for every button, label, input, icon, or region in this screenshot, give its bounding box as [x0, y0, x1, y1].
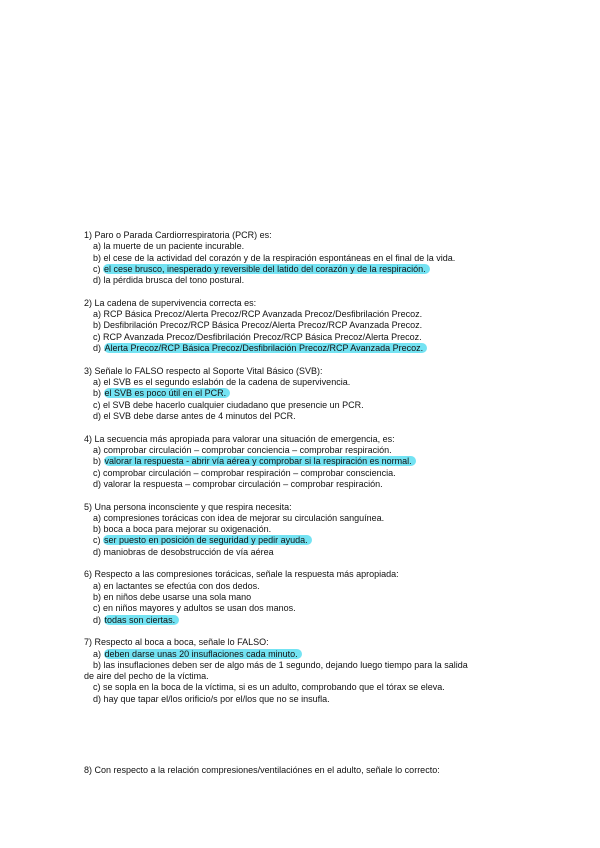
option-d: d) todas son ciertas.: [84, 615, 524, 626]
question-text: 4) La secuencia más apropiada para valorar una situación de emergencia, es:: [84, 433, 395, 444]
question-text: 1) Paro o Parada Cardiorrespiratoria (PCR) es:: [84, 230, 272, 240]
highlighted-answer: el cese brusco, inesperado y reversible del latido del corazón y de la respiración.: [103, 264, 430, 274]
option-c: c) se sopla en la boca de la víctima, si es un adulto, comprobando que el tórax se eleva.: [93, 682, 445, 693]
highlighted-answer: ser puesto en posición de seguridad y pedir ayuda.: [103, 535, 312, 545]
option-a: a) compresiones torácicas con idea de mejorar su circulación sanguínea.: [93, 512, 385, 523]
option-d: d) hay que tapar el/los orificio/s por el/los que no se insufla.: [93, 693, 330, 704]
option-b: b) boca a boca para mejorar su oxigenación.: [93, 524, 272, 535]
option-c: c) comprobar circulación – comprobar respiración – comprobar consciencia.: [93, 467, 396, 478]
question-1: [84, 230, 524, 286]
option-c: c) el cese brusco, inesperado y reversible del latido del corazón y de la respiración.: [84, 264, 524, 275]
option-c: c) ser puesto en posición de seguridad y pedir ayuda.: [84, 535, 524, 546]
highlighted-answer: Alerta Precoz/RCP Básica Precoz/Desfibrilación Precoz/RCP Avanzada Precoz.: [104, 343, 428, 353]
option-a: a) RCP Básica Precoz/Alerta Precoz/RCP Avanzada Precoz/Desfibrilación Precoz.: [93, 309, 423, 320]
option-d: d) Alerta Precoz/RCP Básica Precoz/Desfibrilación Precoz/RCP Avanzada Precoz.: [84, 343, 524, 354]
option-d: d) maniobras de desobstrucción de vía aérea: [93, 546, 274, 557]
option-a: a) el SVB es el segundo eslabón de la cadena de supervivencia.: [93, 377, 351, 388]
highlighted-answer: todas son ciertas.: [104, 615, 180, 625]
option-b: b) Desfibrilación Precoz/RCP Básica Precoz/Alerta Precoz/RCP Avanzada Precoz.: [93, 320, 423, 331]
option-c: c) en niños mayores y adultos se usan dos manos.: [93, 603, 296, 614]
question-3: [84, 366, 524, 422]
option-b: b) en niños debe usarse una sola mano: [93, 591, 252, 602]
option-b: b) valorar la respuesta - abrir vía aérea y comprobar si la respiración es normal.: [84, 456, 524, 467]
option-d: d) valorar la respuesta – comprobar circulación – comprobar respiración.: [93, 478, 383, 489]
option-c: c) el SVB debe hacerlo cualquier ciudadano que presencie un PCR.: [93, 399, 364, 410]
question-text: 6) Respecto a las compresiones torácicas, señale la respuesta más apropiada:: [84, 569, 399, 580]
highlighted-answer: el SVB es poco útil en el PCR.: [104, 388, 231, 398]
option-d: d) la pérdida brusca del tono postural.: [93, 275, 245, 286]
question-text: 3) Señale lo FALSO respecto al Soporte Vital Básico (SVB):: [84, 365, 323, 376]
question-6: [84, 569, 524, 625]
option-c: c) RCP Avanzada Precoz/Desfibrilación Precoz/RCP Básica Precoz/Alerta Precoz.: [93, 331, 422, 342]
question-5: [84, 502, 524, 558]
option-a: a) deben darse unas 20 insuflaciones cada minuto.: [84, 649, 524, 660]
option-b: b) el cese de la actividad del corazón y de la respiración espontáneas en el final de la vida.: [93, 252, 456, 263]
question-text: 7) Respecto al boca a boca, señale lo FALSO:: [84, 637, 269, 648]
question-2: [84, 298, 524, 354]
option-b-continuation: de aire del pecho de la víctima.: [84, 671, 209, 682]
option-a: a) comprobar circulación – comprobar conciencia – comprobar respiración.: [93, 444, 392, 455]
question-text: 2) La cadena de supervivencia correcta es:: [84, 297, 257, 308]
question-7: [84, 637, 524, 705]
highlighted-answer: valorar la respuesta - abrir vía aérea y comprobar si la respiración es normal.: [104, 456, 416, 466]
option-a: a) la muerte de un paciente incurable.: [93, 241, 245, 252]
option-a: a) en lactantes se efectúa con dos dedos.: [93, 580, 260, 591]
question-4: [84, 434, 524, 490]
question-8: 8) Con respecto a la relación compresiones/ventilaciónes en el adulto, señale lo correcto:: [84, 765, 440, 775]
option-d: d) el SVB debe darse antes de 4 minutos del PCR.: [93, 410, 296, 421]
question-list: [84, 230, 524, 716]
question-text: 5) Una persona inconsciente y que respira necesita:: [84, 501, 292, 512]
option-b: b) las insuflaciones deben ser de algo más de 1 segundo, dejando luego tiempo para la salida: [93, 659, 468, 670]
option-b: b) el SVB es poco útil en el PCR.: [84, 388, 524, 399]
highlighted-answer: deben darse unas 20 insuflaciones cada minuto.: [104, 649, 302, 659]
